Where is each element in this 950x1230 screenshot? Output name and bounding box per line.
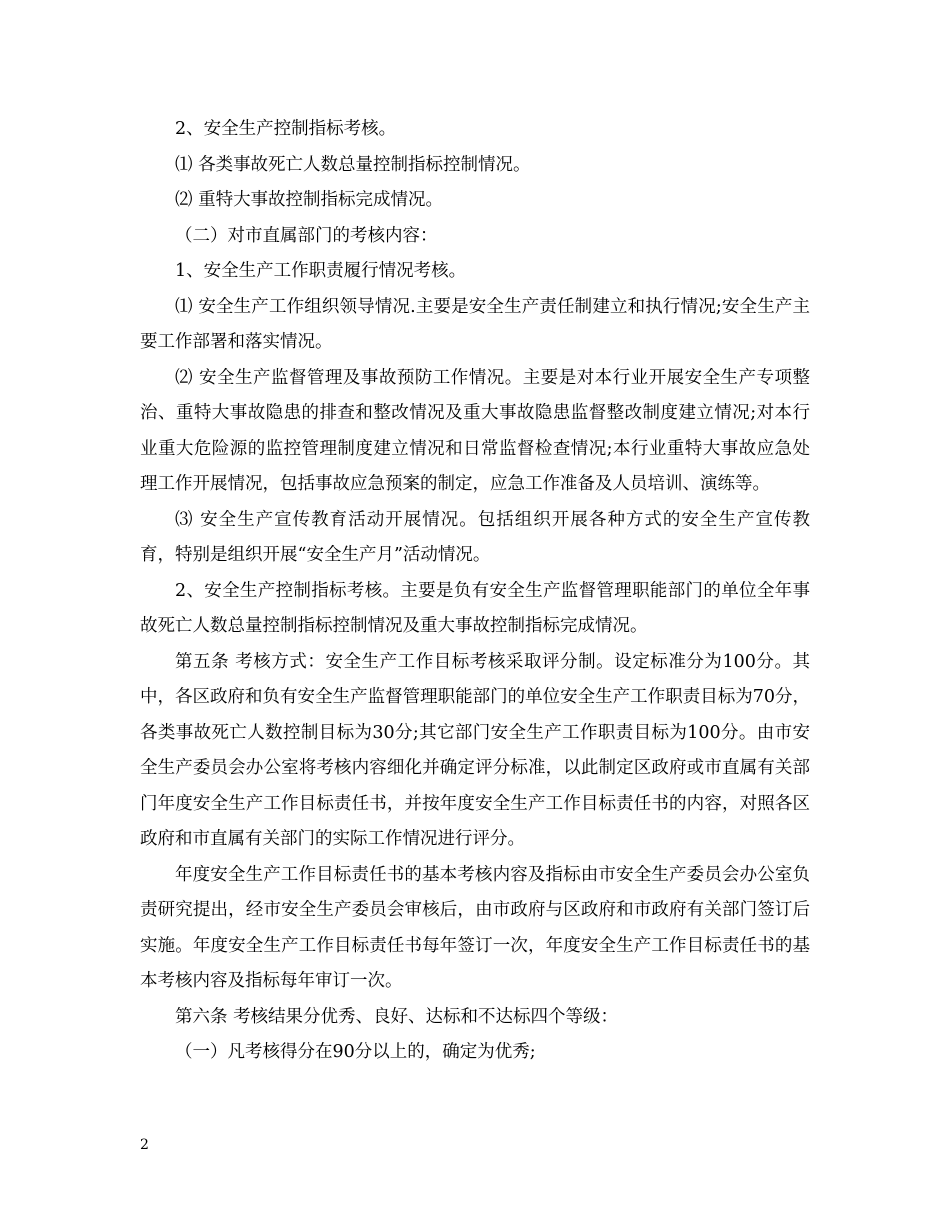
- paragraph-municipal-dept-heading: （二）对市直属部门的考核内容：: [175, 225, 438, 246]
- paragraph-article-six: 第六条 考核结果分优秀、良好、达标和不达标四个等级：: [175, 1006, 619, 1027]
- paragraph-excellent-grade: （一）凡考核得分在90分以上的，确定为优秀;: [175, 1042, 536, 1062]
- paragraph-leadership: ⑴ 安全生产工作组织领导情况.主要是安全生产责任制建立和执行情况;安全生产主要工作部署和落实情况。: [140, 296, 810, 352]
- paragraph-education: ⑶ 安全生产宣传教育活动开展情况。包括组织开展各种方式的安全生产宣传教育，特别是组织开展“安全生产月”活动情况。: [140, 509, 810, 565]
- paragraph-control-index-heading: 2、安全生产控制指标考核。: [175, 119, 397, 139]
- paragraph-supervision: ⑵ 安全生产监督管理及事故预防工作情况。主要是对本行业开展安全生产专项整治、重特大事故隐患的排查和整改情况及重大事故隐患监督整改制度建立情况;对本行业重大危险源的监控管理制度建立情况和日常监督检查情况;本行业重特大事故应急处理工作开展情况，包括事故应急预案的制定，应急工作准备及人员培训、演练等。: [140, 367, 810, 494]
- paragraph-duty-performance-heading: 1、安全生产工作职责履行情况考核。: [175, 261, 467, 281]
- paragraph-control-index-detail: 2、安全生产控制指标考核。主要是负有安全生产监督管理职能部门的单位全年事故死亡人数总量控制指标控制情况及重大事故控制指标完成情况。: [140, 580, 810, 636]
- page-number: 2: [140, 1137, 149, 1153]
- paragraph-responsibility-letter: 年度安全生产工作目标责任书的基本考核内容及指标由市安全生产委员会办公室负责研究提出，经市安全生产委员会审核后，由市政府与区政府和市政府有关部门签订后实施。年度安全生产工作目标责任书每年签订一次，年度安全生产工作目标责任书的基本考核内容及指标每年审订一次。: [140, 864, 810, 991]
- paragraph-article-five: 第五条 考核方式：安全生产工作目标考核采取评分制。设定标准分为100分。其中，各区政府和负有安全生产监督管理职能部门的单位安全生产工作职责目标为70分，各类事故死亡人数控制目标为30分;其它部门安全生产工作职责目标为100分。由市安全生产委员会办公室将考核内容细化并确定评分标准，以此制定区政府或市直属有关部门年度安全生产工作目标责任书，并按年度安全生产工作目标责任书的内容，对照各区政府和市直属有关部门的实际工作情况进行评分。: [140, 651, 810, 849]
- document-page: [140, 112, 810, 1071]
- paragraph-death-count-control: ⑴ 各类事故死亡人数总量控制指标控制情况。: [175, 154, 531, 175]
- paragraph-major-accident-control: ⑵ 重特大事故控制指标完成情况。: [175, 190, 444, 210]
